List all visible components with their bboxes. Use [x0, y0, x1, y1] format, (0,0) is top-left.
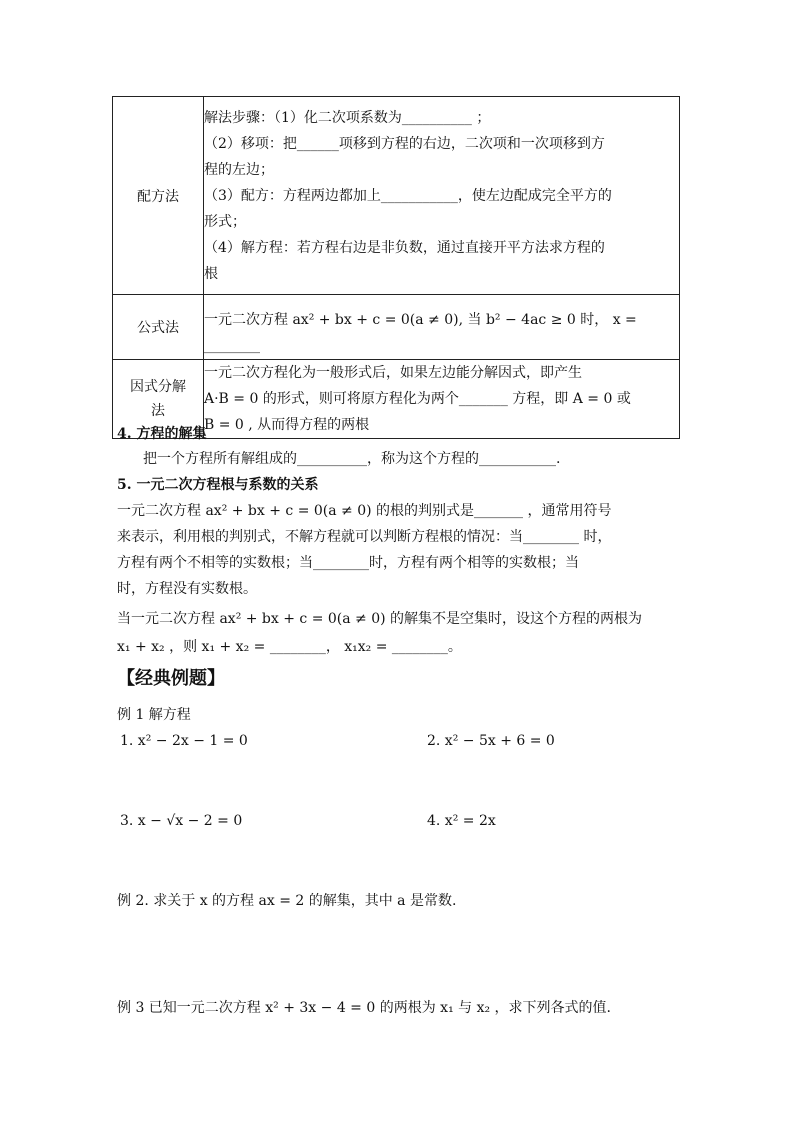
- method-label-formula: 公式法: [113, 295, 204, 360]
- method-label-factoring-text: 因式分解法: [130, 379, 186, 419]
- method-content-factoring: [204, 360, 680, 439]
- section5-heading: 5. 一元二次方程根与系数的关系: [117, 477, 319, 493]
- content-line: 解法步骤：（1）化二次项系数为__________ ；: [204, 109, 491, 126]
- section5-line: 一元二次方程 ax² + bx + c = 0(a ≠ 0) 的根的判别式是_______ ，通常用符号: [117, 503, 612, 519]
- content-line: B = 0 , 从而得方程的两根: [204, 417, 370, 433]
- section4-heading: 4. 方程的解集: [117, 426, 207, 442]
- method-content-completing-square: [204, 97, 680, 295]
- section5-line: x₁ + x₂ ，则 x₁ + x₂ = ________， x₁x₂ = ________。: [117, 639, 462, 655]
- section5-line: 方程有两个不相等的实数根；当________时，方程有两个相等的实数根；当: [117, 555, 579, 571]
- content-line: A·B = 0 的形式，则可将原方程化为两个_______ 方程，即 A = 0 或: [204, 391, 631, 407]
- content-line: 一元二次方程 ax² + bx + c = 0(a ≠ 0), 当 b² − 4ac ≥ 0 时， x = ________: [204, 312, 637, 354]
- table-row: [113, 97, 680, 295]
- table-row: [113, 295, 680, 360]
- section4-text: 把一个方程所有解组成的__________，称为这个方程的___________.: [143, 451, 561, 467]
- content-line: 程的左边；: [204, 161, 274, 178]
- section5-line: 当一元二次方程 ax² + bx + c = 0(a ≠ 0) 的解集不是空集时，设这个方程的两根为: [117, 611, 643, 627]
- methods-table: [112, 96, 680, 439]
- content-line: （3）配方：方程两边都加上___________，使左边配成完全平方的: [204, 187, 612, 204]
- example1-eq3: 3. x − √x − 2 = 0: [120, 813, 243, 829]
- content-line: 一元二次方程化为一般形式后，如果左边能分解因式，即产生: [204, 365, 582, 381]
- example1-eq1: 1. x² − 2x − 1 = 0: [120, 733, 248, 749]
- section5-line: 时，方程没有实数根。: [117, 581, 257, 597]
- method-label-completing-square: 配方法: [113, 97, 204, 295]
- example2-text: 例 2. 求关于 x 的方程 ax = 2 的解集，其中 a 是常数.: [117, 893, 457, 909]
- section5-line: 来表示，利用根的判别式，不解方程就可以判断方程根的情况：当________ 时，: [117, 529, 612, 545]
- example1-eq4: 4. x² = 2x: [427, 813, 496, 829]
- content-line: 形式；: [204, 213, 246, 230]
- content-line: （2）移项：把______项移到方程的右边，二次项和一次项移到方: [204, 135, 605, 152]
- content-line: 根: [204, 265, 218, 282]
- example1-title: 例 1 解方程: [117, 707, 191, 723]
- examples-heading: 【经典例题】: [117, 668, 225, 689]
- content-line: （4）解方程：若方程右边是非负数，通过直接开平方法求方程的: [204, 239, 605, 256]
- example1-eq2: 2. x² − 5x + 6 = 0: [427, 733, 555, 749]
- method-content-formula: [204, 295, 680, 360]
- example3-text: 例 3 已知一元二次方程 x² + 3x − 4 = 0 的两根为 x₁ 与 x₂ ，求下列各式的值.: [117, 1000, 611, 1016]
